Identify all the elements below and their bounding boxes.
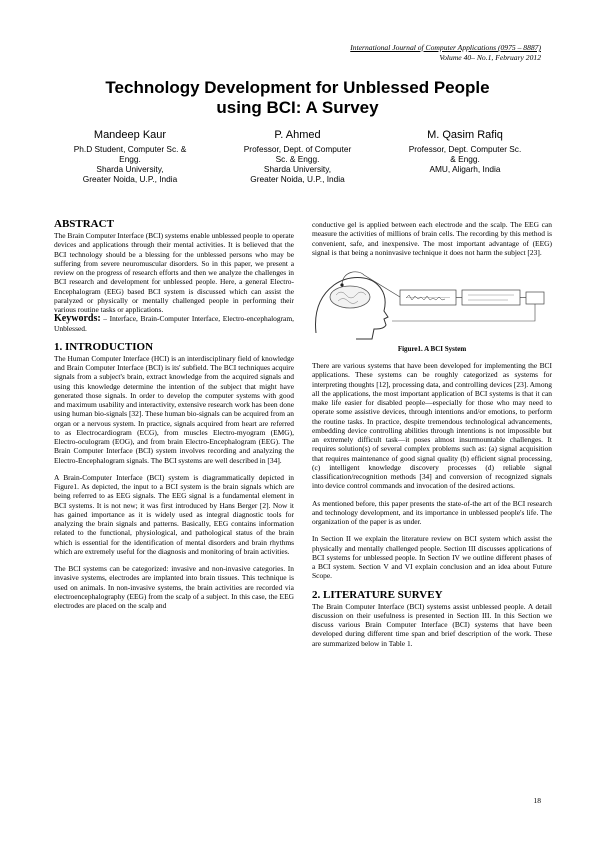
signal-processing-box <box>462 290 520 305</box>
keywords-text: – Interface, Brain-Computer Interface, Electro-encephalogram, Unblessed. <box>54 314 294 333</box>
journal-name: International Journal of Computer Applications (0975 – 8887) <box>350 43 541 52</box>
bci-diagram <box>312 263 552 345</box>
author-name: M. Qasim Rafiq <box>427 129 503 141</box>
author-affiliation: Sc. & Engg. <box>275 154 320 164</box>
right-paragraph-3: As mentioned before, this paper presents the state-of-the art of the BCI research and technology development, and its importance in unblessed people's life. The organization of the paper is as under. <box>312 498 552 526</box>
author-affiliation: Ph.D Student, Computer Sc. & <box>73 144 187 154</box>
literature-survey-heading: 2. LITERATURE SURVEY <box>312 588 443 601</box>
abstract-heading: ABSTRACT <box>54 218 114 230</box>
author-affiliation: Engg. <box>119 154 141 164</box>
intro-heading: 1. INTRODUCTION <box>54 340 154 353</box>
keywords-label: Keywords: <box>54 313 101 325</box>
keywords <box>54 314 294 333</box>
intro-paragraph-2: A Brain-Computer Interface (BCI) system is diagrammatically depicted in Figure1. As depicted, the input to a BCI system is the brain signals which are being referred to as EEG signals. The EEG signal is a fundamental element in BCI systems. It is not new; it was first introduced by Hans Berger [2]. Now it has gained importance as it is widely used as integral diagnostic tools for analyzing the brain signals and patterns. Basically, EEG contains information related to the functional, physiological, and pathological status of the brain which is essential for the identification of mental disorders and brain rhythms which are extremely useful for the diagnosis and monitoring of brain activities. <box>54 472 294 556</box>
author-block <box>50 128 545 184</box>
author-affiliation: Professor, Dept. of Computer <box>243 144 352 154</box>
output-device-icon <box>526 292 544 304</box>
right-paragraph-4: In Section II we explain the literature review on BCI system which assist the physically and mentally challenged people. Section III discusses applications of BCI systems for unblessed people. In Section IV we outline different phases of a BCI system. Section V and VI explain conclusion and an idea about Future Scope. <box>312 534 552 581</box>
author-name: Mandeep Kaur <box>93 129 167 141</box>
page-number: 18 <box>533 796 541 805</box>
right-paragraph-2: There are various systems that have been developed for implementing the BCI applications. These systems can be roughly categorized as systems for interpreting thoughts [12], processing data, and controlling devices [23]. Among all the applications, the most important application of BCI systems is that it can make life easier for disabled people—especially for those who may need to operate some assistive devices, through intentions and/or emotions, to perform the routine tasks. In practice, despite tremendous technological advancements, embedding device controlling abilities through intentions is not impossible but an extremely difficult task—it poses almost insurmountable challenges. It requires solution(s) of several complex problems such as: (a) signal acquisition that requires maintenance of good signal quality (b) efficient signal processing, (c) intelligent knowledge discovery processes (d) reliable signal classification/recognition methods [34] and conversion of recognized signals into device control commands and invocation of the desired actions. <box>312 361 552 491</box>
author-affiliation: Professor, Dept. Computer Sc. <box>408 144 522 154</box>
intro-paragraph-1: The Human Computer Interface (HCI) is an interdisciplinary field of knowledge and Brain Computer Interface (BCI) is its' subfield. The BCI techniques acquire signals from a subject's brain, extract knowledge from the acquired signals and using this knowledge determine the intention of the subject that might have generated those signals. In order to develop the computer systems with good and maximum usability and interactivity, extensive research work has been done using human bio-signals [32]. These human bio-signals can be acquired from an organ or a nervous system. In practice, signals acquired from heart are referred to as Electrocardiogram (ECG), from muscles Electro-myogram (EMG), Electro-oculogram (EOG), and from brain Electro-Encephalogram (EEG). The Brain Computer Interface (BCI) system involves recording and analyzing the Electro-Encephalogram signals. The BCI systems are well described in [34]. <box>54 353 294 465</box>
paper-title <box>60 78 535 118</box>
author-2 <box>218 128 378 184</box>
author-affiliation: AMU, Aligarh, India <box>429 164 501 174</box>
author-affiliation: Greater Noida, U.P., India <box>250 174 345 184</box>
author-name: P. Ahmed <box>274 129 321 141</box>
literature-survey-text: The Brain Computer Interface (BCI) systems assist unblessed people. A detail discussion on their usefulness is presented in Section III. In this Section we discuss various Brain Computer Interface (BCI) systems that have been developed during different time span and brief description of the work. These are summarized below in Table 1. <box>312 601 552 648</box>
feedback-arrow-icon <box>392 304 535 321</box>
intro-paragraph-3: The BCI systems can be categorized: invasive and non-invasive categories. In invasive systems, electrodes are implanted into brain tissues. This technique is used on animals. In non-invasive systems, the brain activities are recorded via electroencephalography (EEG) from the scalp of a subject. In this case, the EEG electrodes are placed on the scalp and <box>54 564 294 610</box>
abstract-text: The Brain Computer Interface (BCI) systems enable unblessed people to operate devices and applications through their mental activities. It is believed that the BCI technology should be a blessing for the unblessed persons who may be suffering from severe neuromuscular disorders. So in this paper, we present a review on the progress of research efforts and then we analyze the challenges in BCI research and development for unblessed people. Here, a general Electro-Encephalogram (EEG) based BCI system is discussed which can assist the paralyzed or physically or mentally challenged people in performing their various routine tasks or applications. <box>54 231 294 314</box>
author-affiliation: & Engg. <box>450 154 480 164</box>
title-line-1: Technology Development for Unblessed People <box>105 78 490 97</box>
title-line-2: using BCI: A Survey <box>216 98 379 117</box>
right-paragraph-1: conductive gel is applied between each electrode and the scalp. The EEG can measure the activities of millions of brain cells. The recording by this method is convenient, safe, and inexpensive. The most important advantage of (EEG) signal is that being a noninvasive technique it does not harm the subject [23]. <box>312 220 552 257</box>
right-column <box>312 220 552 648</box>
author-3 <box>385 128 545 184</box>
left-column <box>54 218 294 610</box>
volume-info: Volume 40– No.1, February 2012 <box>439 53 541 62</box>
electrode-icon <box>340 283 343 286</box>
bci-system-figure <box>312 263 552 345</box>
author-1 <box>50 128 210 184</box>
author-affiliation: Sharda University, <box>263 164 332 174</box>
figure-caption: Figure1. A BCI System <box>397 345 467 353</box>
author-affiliation: Sharda University, <box>96 164 164 174</box>
brain-icon <box>330 286 370 308</box>
author-affiliation: Greater Noida, U.P., India <box>82 174 178 184</box>
